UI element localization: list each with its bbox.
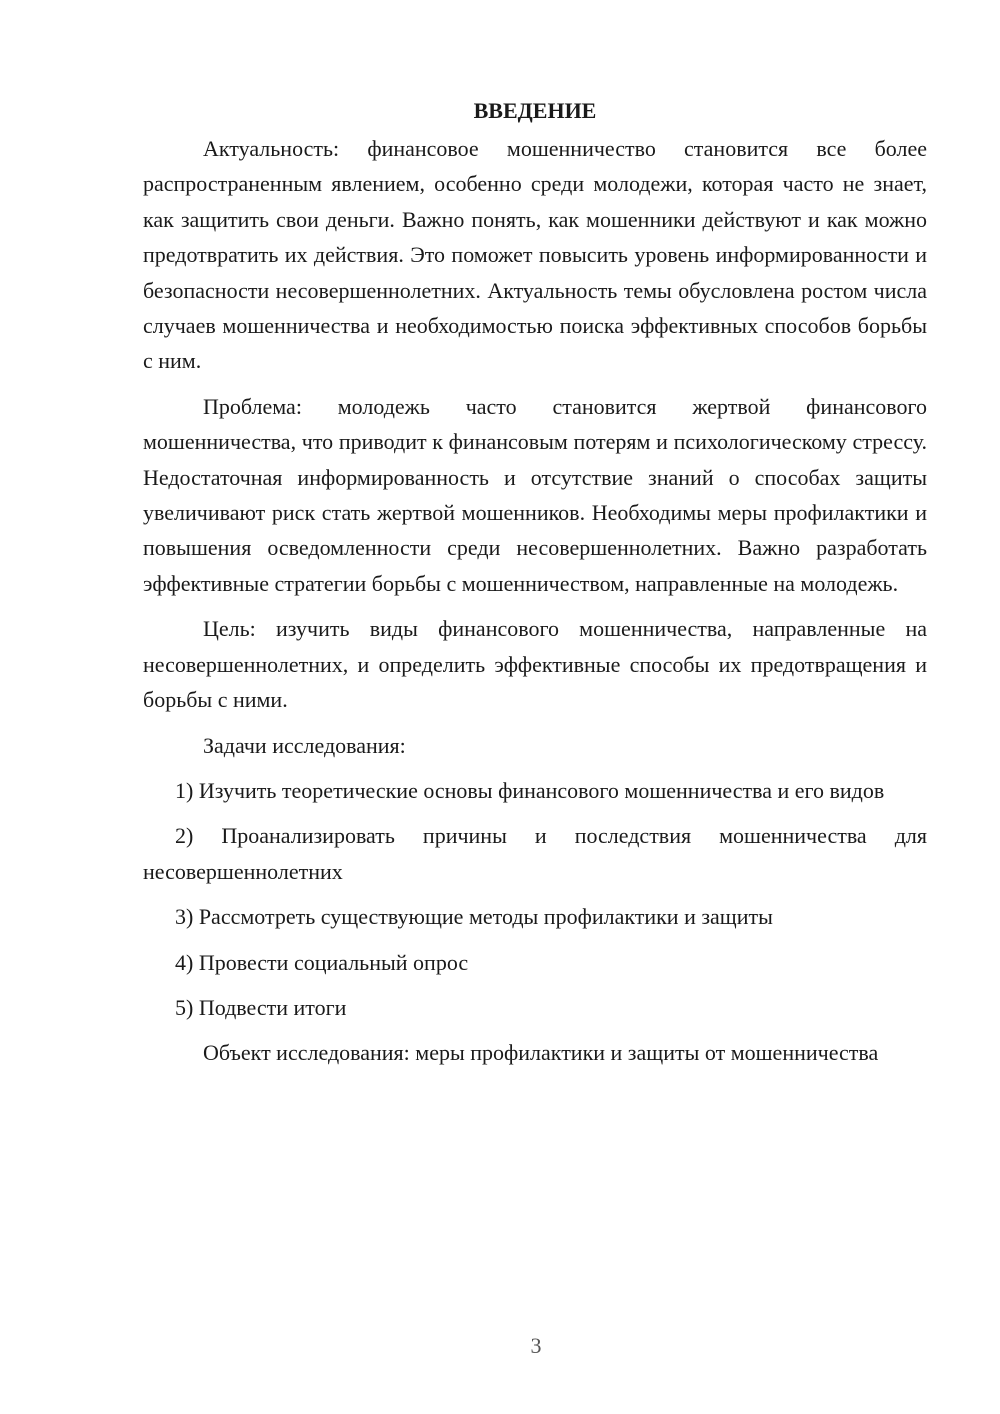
paragraph-relevance: Актуальность: финансовое мошенничество становится все более распространенным явлением, особенно среди молодежи, которая часто не знает, как защитить свои деньги. Важно понять, как мошенники действуют и как можно предотвратить их действия. Это поможет повысить уровень информированности и безопасности несовершеннолетних. Актуальность темы обусловлена ростом числа случаев мошенничества и необходимостью поиска эффективных способов борьбы с ним. [143, 136, 927, 374]
paragraph-problem: Проблема: молодежь часто становится жертвой финансового мошенничества, что приводит к финансовым потерям и психологическому стрессу. Недостаточная информированность и отсутствие знаний о способах защиты увеличивают риск стать жертвой мошенников. Необходимы меры профилактики и повышения осведомленности среди несовершеннолетних. Важно разработать эффективные стратегии борьбы с мошенничеством, направленные на молодежь. [143, 393, 927, 596]
task-item-1: 1) Изучить теоретические основы финансового мошенничества и его видов [175, 777, 885, 803]
task-item-5: 5) Подвести итоги [175, 994, 347, 1020]
tasks-list [143, 773, 927, 1025]
paragraph-goal: Цель: изучить виды финансового мошенничества, направленные на несовершеннолетних, и определить эффективные способы их предотвращения и борьбы с ними. [143, 616, 927, 713]
page-content [143, 93, 927, 1071]
paragraph-object: Объект исследования: меры профилактики и защиты от мошенничества [203, 1040, 879, 1066]
tasks-heading: Задачи исследования: [203, 732, 406, 758]
task-item-2: 2) Проанализировать причины и последствия мошенничества для несовершеннолетних [143, 823, 927, 884]
task-item-4: 4) Провести социальный опрос [175, 949, 469, 975]
page-number: 3 [530, 1333, 542, 1358]
task-item-3: 3) Рассмотреть существующие методы профилактики и защиты [175, 904, 773, 930]
section-title: ВВЕДЕНИЕ [473, 98, 597, 123]
